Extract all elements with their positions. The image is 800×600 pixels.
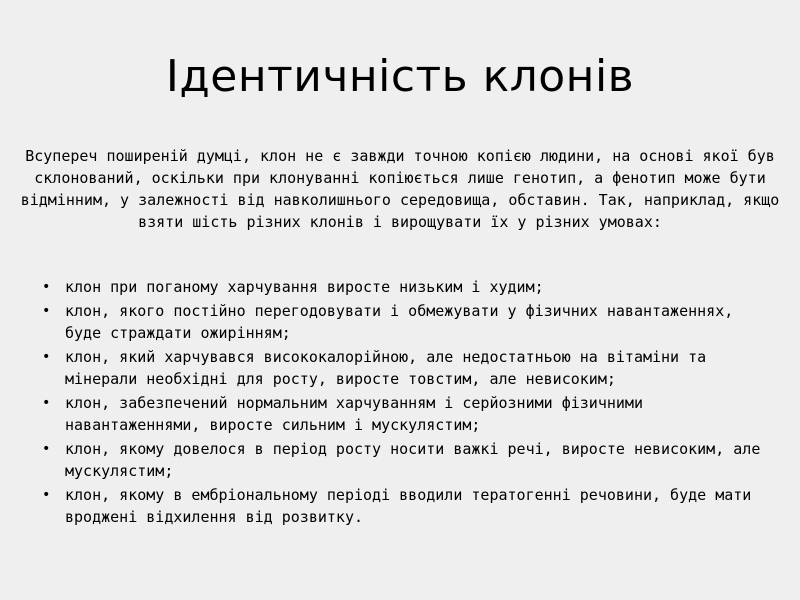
bullet-text: клон, якого постійно перегодовувати і обмежувати у фізичних навантаженнях, буде страждати ожирінням;	[65, 302, 734, 342]
bullet-text: клон, який харчувався висококалорійною, але недостатньою на вітаміни та мінерали необхідні для росту, виросте товстим, але невисоким;	[65, 348, 707, 388]
bullet-icon: •	[42, 487, 51, 503]
bullet-icon: •	[42, 279, 51, 295]
bullet-text: клон, забезпечений нормальним харчуванням і серйозними фізичними навантаженнями, виросте сильним і мускулястим;	[65, 394, 643, 434]
bullet-list	[40, 276, 770, 530]
bullet-icon: •	[42, 395, 51, 411]
list-item	[40, 346, 770, 390]
list-item	[40, 438, 770, 482]
list-item	[40, 484, 770, 528]
list-item	[40, 276, 770, 298]
bullet-text: клон, якому довелося в період росту носити важкі речі, виросте невисоким, але мускулястим;	[65, 440, 761, 480]
list-item	[40, 392, 770, 436]
bullet-icon: •	[42, 303, 51, 319]
bullet-icon: •	[42, 441, 51, 457]
bullet-text: клон при поганому харчування виросте низьким і худим;	[65, 278, 544, 296]
bullet-text: клон, якому в ембріональному періоді вводили тератогенні речовини, буде мати вроджені відхилення від розвитку.	[65, 486, 752, 526]
intro-paragraph: Всупереч поширеній думці, клон не є завжди точною копією людини, на основі якої був склонований, оскільки при клонуванні копіюється лише генотип, а фенотип може бути відмінним, у залежності від навколишнього середовища, обставин. Так, наприклад, якщо взяти шість різних клонів і вирощувати їх у різних умовах:	[20, 147, 780, 231]
bullet-icon: •	[42, 349, 51, 365]
list-item	[40, 300, 770, 344]
slide-title: Ідентичність клонів	[165, 51, 635, 102]
